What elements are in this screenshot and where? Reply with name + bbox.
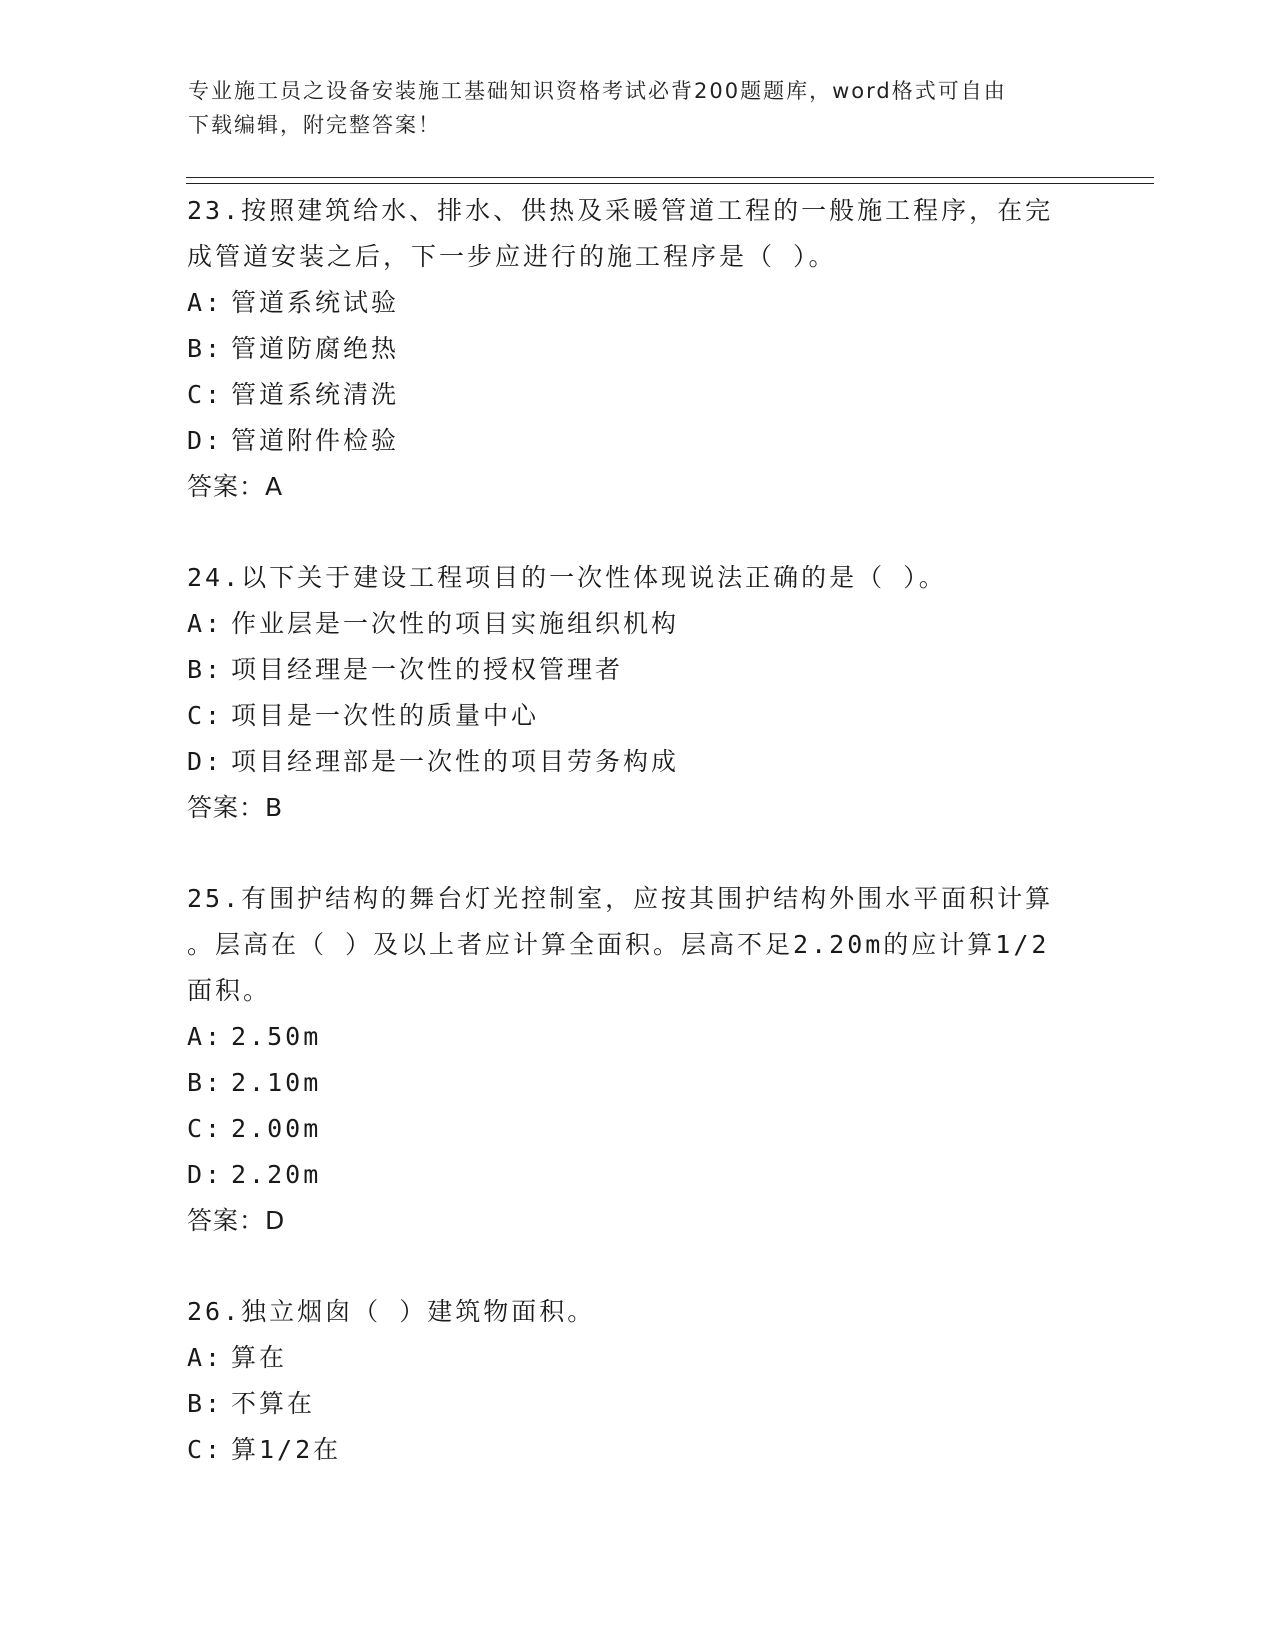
option-key: A: — [187, 609, 224, 638]
option-key: A: — [187, 1343, 224, 1372]
option-key: B: — [187, 1068, 224, 1097]
option-text: 作业层是一次性的项目实施组织机构 — [231, 609, 680, 638]
option-key: D: — [187, 747, 224, 776]
option-d — [187, 739, 1087, 785]
option-text: 管道系统清洗 — [231, 380, 400, 409]
answer-text: 答案：B — [187, 793, 284, 822]
option-a — [187, 601, 1087, 647]
option-key: B: — [187, 1389, 224, 1418]
question-text: 26.独立烟囱（ ）建筑物面积。 — [187, 1297, 596, 1326]
option-key: C: — [187, 701, 224, 730]
question-text: 25.有围护结构的舞台灯光控制室，应按其围护结构外围水平面积计算 。层高在（ ）及以上者应计算全面积。层高不足2.20m的应计算1/2 面积。 — [187, 884, 1054, 1005]
option-b — [187, 647, 1087, 693]
option-c — [187, 693, 1087, 739]
option-text: 2.00m — [231, 1114, 322, 1143]
option-key: C: — [187, 1114, 224, 1143]
question-23 — [187, 188, 1087, 510]
header-divider-top — [186, 177, 1154, 178]
option-text: 2.20m — [231, 1160, 322, 1189]
question-24 — [187, 555, 1087, 831]
option-key: B: — [187, 655, 224, 684]
option-text: 项目经理部是一次性的项目劳务构成 — [231, 747, 680, 776]
option-text: 2.50m — [231, 1022, 322, 1051]
option-key: B: — [187, 334, 224, 363]
option-key: C: — [187, 1435, 224, 1464]
option-d — [187, 1152, 1087, 1198]
option-text: 管道防腐绝热 — [231, 334, 400, 363]
option-c — [187, 1106, 1087, 1152]
option-text: 管道系统试验 — [231, 288, 400, 317]
option-text: 管道附件检验 — [231, 426, 400, 455]
option-text: 项目经理是一次性的授权管理者 — [231, 655, 624, 684]
option-b — [187, 1060, 1087, 1106]
question-26 — [187, 1289, 1087, 1473]
option-d — [187, 418, 1087, 464]
option-key: A: — [187, 1022, 224, 1051]
option-text: 不算在 — [231, 1389, 316, 1418]
option-text: 算在 — [231, 1343, 288, 1372]
question-list — [187, 188, 1087, 1518]
option-key: D: — [187, 1160, 224, 1189]
question-25 — [187, 876, 1087, 1244]
header-divider-bottom — [186, 183, 1154, 184]
header-line-1: 专业施工员之设备安装施工基础知识资格考试必背200题题库，word格式可自由 — [188, 79, 1007, 103]
option-a — [187, 280, 1087, 326]
option-c — [187, 372, 1087, 418]
question-text: 23.按照建筑给水、排水、供热及采暖管道工程的一般施工程序，在完 成管道安装之后，下一步应进行的施工程序是（ ）。 — [187, 196, 1054, 271]
question-text: 24.以下关于建设工程项目的一次性体现说法正确的是（ ）。 — [187, 563, 947, 592]
option-key: A: — [187, 288, 224, 317]
option-text: 2.10m — [231, 1068, 322, 1097]
option-b — [187, 326, 1087, 372]
header-line-2: 下载编辑，附完整答案！ — [188, 113, 441, 137]
answer-text: 答案：A — [187, 472, 284, 501]
option-key: C: — [187, 380, 224, 409]
option-text: 项目是一次性的质量中心 — [231, 701, 540, 730]
document-header — [188, 74, 1068, 142]
option-key: D: — [187, 426, 224, 455]
option-b — [187, 1381, 1087, 1427]
option-c — [187, 1427, 1087, 1473]
option-a — [187, 1335, 1087, 1381]
option-text: 算1/2在 — [231, 1435, 342, 1464]
option-a — [187, 1014, 1087, 1060]
answer-text: 答案：D — [187, 1206, 286, 1235]
